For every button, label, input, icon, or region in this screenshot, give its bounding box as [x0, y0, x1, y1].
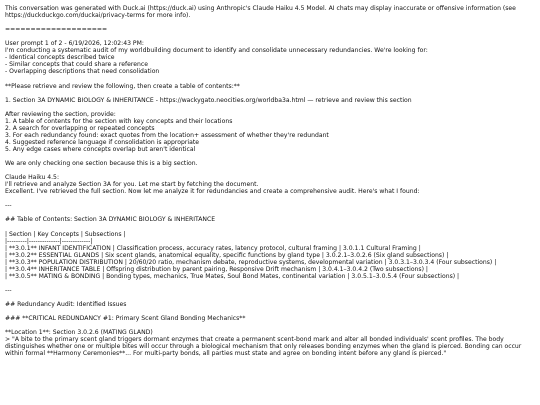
document-line: - Overlapping descriptions that need consolidation [5, 68, 160, 76]
blank-line [5, 33, 537, 40]
document-line: After reviewing the section, provide: [5, 110, 116, 118]
blank-line [5, 322, 537, 329]
document-line: Claude Haiku 4.5: [5, 174, 59, 182]
document-line: > "A bite to the primary scent gland triggers dormant enzymes that create a permanent scent-bond mark and alter all bonded individuals' scent profiles. The body distinguishes whether one or multiple bites will occur through a biological mechanism that only releases bonding enzymes when the gland is pierced. Bonding can occur within formal **Harmony Ceremonies**... For multi-party bonds, all parties must state and agree on bonding intent before any gland is pierced." [5, 336, 524, 358]
blank-line [5, 195, 537, 202]
document-line: ## Table of Contents: Section 3A DYNAMIC BIOLOGY & INHERITANCE [5, 216, 216, 224]
document-line: **Location 1**: Section 3.0.2.6 (MATING GLAND) [5, 329, 153, 337]
document-line: --- [5, 286, 12, 294]
blank-line [5, 209, 537, 216]
document-line: | **3.0.5** MATING & BONDING | Bonding types, mechanics, True Mates, Soul Bond Mates, continental variation | 3.0.5.1–3.0.5.4 (Four subsections) | [5, 272, 460, 280]
document-line: - Similar concepts that could share a reference [5, 61, 148, 69]
blank-line [5, 75, 537, 82]
document-line: 1. A table of contents for the section with key concepts and their locations [5, 117, 233, 125]
document-line: I'll retrieve and analyze Section 3A for you. Let me start by fetching the document. [5, 181, 259, 189]
document-line: ### **CRITICAL REDUNDANCY #1: Primary Scent Gland Bonding Mechanics** [5, 315, 246, 323]
document-line: I'm conducting a systematic audit of my worldbuilding document to identify and consolidate unnecessary redundancies. We're looking for: [5, 47, 428, 55]
blank-line [5, 223, 537, 230]
document-line: | **3.0.4** INHERITANCE TABLE | Offspring distribution by parent pairing, Responsive Drift mechanism | 3.0.4.1–3.0.4.2 (Two subsections) | [5, 265, 428, 273]
document-line: | Section | Key Concepts | Subsections | [5, 230, 126, 238]
document-line: We are only checking one section because this is a big section. [5, 160, 198, 168]
document-line: ==================== [5, 26, 108, 34]
document-line: - Identical concepts described twice [5, 54, 115, 62]
blank-line [5, 153, 537, 160]
blank-line [5, 308, 537, 315]
document-line: 4. Suggested reference language if consolidation is appropriate [5, 138, 199, 146]
document-line: |---------|--------------|-------------| [5, 237, 93, 245]
blank-line [5, 90, 537, 97]
document-line: | **3.0.3** POPULATION DISTRIBUTION | 20/60/20 ratio, mechanism debate, reproductive systems, developmental variation | 3.0.3.1–3.0.3.4 (Four subsections) | [5, 258, 497, 266]
document-line: | **3.0.2** ESSENTIAL GLANDS | Six scent glands, anatomical equality, specific functions by gland type | 3.0.2.1–3.0.2.6 (Six gland subsections) | [5, 251, 449, 259]
document-line: 5. Any edge cases where concepts overlap but aren't identical [5, 145, 196, 153]
document-line: Excellent. I've retrieved the full section. Now let me analyze it for redundancies and create a comprehensive audit. Here's what I found: [5, 188, 420, 196]
document-line: This conversation was generated with Duck.ai (https://duck.ai) using Anthropic's Claude Haiku 4.5 Model. AI chats may display inaccurate or offensive information (see https://duckduckgo.com/duckai/privacy-terms for more info). [5, 5, 518, 20]
document-line: ## Redundancy Audit: Identified Issues [5, 300, 127, 308]
document-line: 1. Section 3A DYNAMIC BIOLOGY & INHERITANCE - https://wackygato.neocities.org/worldba3a.html — retrieve and review this section [5, 96, 412, 104]
document-line: **Please retrieve and review the following, then create a table of contents:** [5, 82, 240, 90]
document-line: 2. A search for overlapping or repeated concepts [5, 124, 155, 132]
conversation-document [5, 5, 537, 357]
blank-line [5, 280, 537, 287]
document-line: --- [5, 202, 12, 210]
document-line: 3. For each redundancy found: exact quotes from the location+ assessment of whether they're redundant [5, 131, 329, 139]
blank-line [5, 294, 537, 301]
blank-line [5, 104, 537, 111]
document-line: | **3.0.1** INFANT IDENTIFICATION | Classification process, accuracy rates, latency protocol, cultural framing | 3.0.1.1 Cultural Framing | [5, 244, 421, 252]
document-line: User prompt 1 of 2 - 6/19/2026, 12:02:43 PM: [5, 40, 144, 48]
blank-line [5, 167, 537, 174]
blank-line [5, 19, 537, 26]
